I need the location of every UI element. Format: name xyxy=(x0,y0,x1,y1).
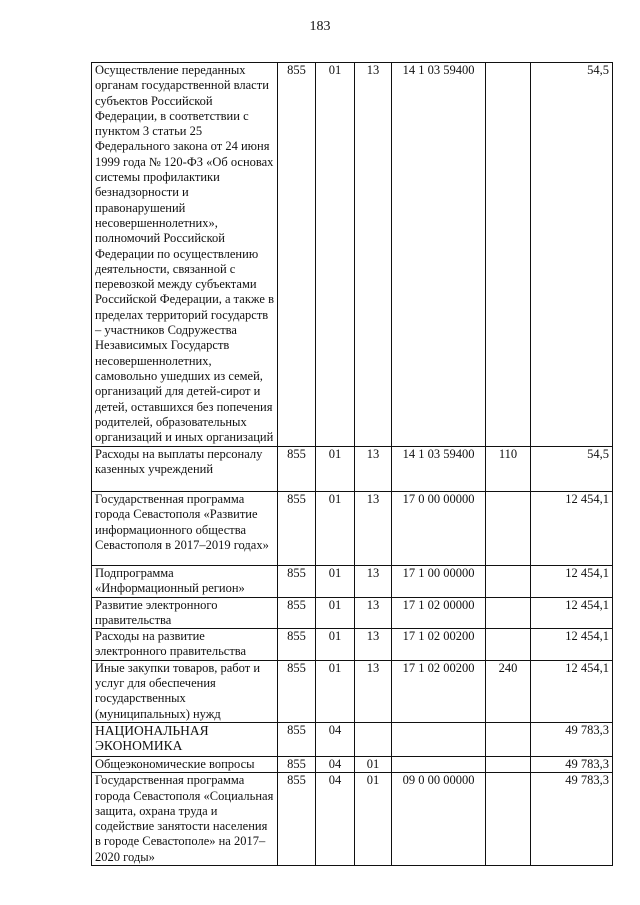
ministry-code: 855 xyxy=(278,447,316,492)
table-row xyxy=(92,566,613,598)
ministry-code: 855 xyxy=(278,773,316,866)
amount: 12 454,1 xyxy=(531,492,613,566)
amount: 49 783,3 xyxy=(531,773,613,866)
ministry-code: 855 xyxy=(278,660,316,722)
amount: 54,5 xyxy=(531,447,613,492)
table-row xyxy=(92,597,613,629)
table-row xyxy=(92,722,613,756)
amount: 12 454,1 xyxy=(531,597,613,629)
section-code: 01 xyxy=(316,447,355,492)
row-name: Развитие электронного правительства xyxy=(92,597,278,629)
section-code: 04 xyxy=(316,756,355,772)
section-code: 01 xyxy=(316,629,355,661)
subsection-code: 13 xyxy=(355,566,392,598)
amount: 54,5 xyxy=(531,63,613,447)
expense-type-code: 240 xyxy=(486,660,531,722)
subsection-code: 01 xyxy=(355,773,392,866)
section-code: 04 xyxy=(316,773,355,866)
section-code: 04 xyxy=(316,722,355,756)
target-article-code: 14 1 03 59400 xyxy=(392,63,486,447)
amount: 12 454,1 xyxy=(531,660,613,722)
section-code: 01 xyxy=(316,660,355,722)
subsection-code: 13 xyxy=(355,63,392,447)
table-row xyxy=(92,660,613,722)
subsection-code: 13 xyxy=(355,629,392,661)
target-article-code: 14 1 03 59400 xyxy=(392,447,486,492)
expense-type-code xyxy=(486,597,531,629)
target-article-code: 17 1 00 00000 xyxy=(392,566,486,598)
section-code: 01 xyxy=(316,566,355,598)
expense-type-code xyxy=(486,773,531,866)
subsection-code: 01 xyxy=(355,756,392,772)
expense-type-code: 110 xyxy=(486,447,531,492)
target-article-code: 17 1 02 00000 xyxy=(392,597,486,629)
amount: 12 454,1 xyxy=(531,566,613,598)
row-name: Государственная программа города Севастополя «Социальная защита, охрана труда и содействие занятости населения в городе Севастополе» на 2017–2020 годы» xyxy=(92,773,278,866)
ministry-code: 855 xyxy=(278,63,316,447)
ministry-code: 855 xyxy=(278,756,316,772)
row-name: Общеэкономические вопросы xyxy=(92,756,278,772)
target-article-code xyxy=(392,756,486,772)
amount: 49 783,3 xyxy=(531,722,613,756)
expense-type-code xyxy=(486,63,531,447)
ministry-code: 855 xyxy=(278,566,316,598)
ministry-code: 855 xyxy=(278,722,316,756)
target-article-code xyxy=(392,722,486,756)
row-name: Расходы на развитие электронного правительства xyxy=(92,629,278,661)
subsection-code: 13 xyxy=(355,492,392,566)
table-row xyxy=(92,629,613,661)
subsection-code: 13 xyxy=(355,447,392,492)
target-article-code: 09 0 00 00000 xyxy=(392,773,486,866)
subsection-code: 13 xyxy=(355,597,392,629)
row-name: Иные закупки товаров, работ и услуг для обеспечения государственных (муниципальных) нужд xyxy=(92,660,278,722)
amount: 49 783,3 xyxy=(531,756,613,772)
table-row xyxy=(92,447,613,492)
section-code: 01 xyxy=(316,63,355,447)
target-article-code: 17 0 00 00000 xyxy=(392,492,486,566)
ministry-code: 855 xyxy=(278,629,316,661)
subsection-code xyxy=(355,722,392,756)
page-number: 183 xyxy=(309,19,331,34)
row-name: Расходы на выплаты персоналу казенных учреждений xyxy=(92,447,278,492)
amount: 12 454,1 xyxy=(531,629,613,661)
section-code: 01 xyxy=(316,492,355,566)
table-row xyxy=(92,756,613,772)
row-name: Осуществление переданных органам государственной власти субъектов Российской Федерации, в соответствии с пунктом 3 статьи 25 Федерального закона от 24 июня 1999 года № 120-ФЗ «Об основах системы профилактики безнадзорности и правонарушений несовершеннолетних», полномочий Российской Федерации по осуществлению деятельности, связанной с перевозкой между субъектами Российской Федерации, а также в пределах территорий государств – участников Содружества Независимых Государств несовершеннолетних, самовольно ушедших из семей, организаций для детей-сирот и детей, оставшихся без попечения родителей, образовательных организаций и иных организаций xyxy=(92,63,278,447)
subsection-code: 13 xyxy=(355,660,392,722)
budget-table xyxy=(91,62,613,866)
table-row xyxy=(92,492,613,566)
expense-type-code xyxy=(486,629,531,661)
target-article-code: 17 1 02 00200 xyxy=(392,629,486,661)
ministry-code: 855 xyxy=(278,492,316,566)
table-row xyxy=(92,63,613,447)
row-name: НАЦИОНАЛЬНАЯ ЭКОНОМИКА xyxy=(92,722,278,756)
expense-type-code xyxy=(486,492,531,566)
target-article-code: 17 1 02 00200 xyxy=(392,660,486,722)
row-name: Подпрограмма «Информационный регион» xyxy=(92,566,278,598)
row-name: Государственная программа города Севастополя «Развитие информационного общества Севастополя в 2017–2019 годах» xyxy=(92,492,278,566)
expense-type-code xyxy=(486,722,531,756)
expense-type-code xyxy=(486,756,531,772)
section-code: 01 xyxy=(316,597,355,629)
table-row xyxy=(92,773,613,866)
expense-type-code xyxy=(486,566,531,598)
ministry-code: 855 xyxy=(278,597,316,629)
